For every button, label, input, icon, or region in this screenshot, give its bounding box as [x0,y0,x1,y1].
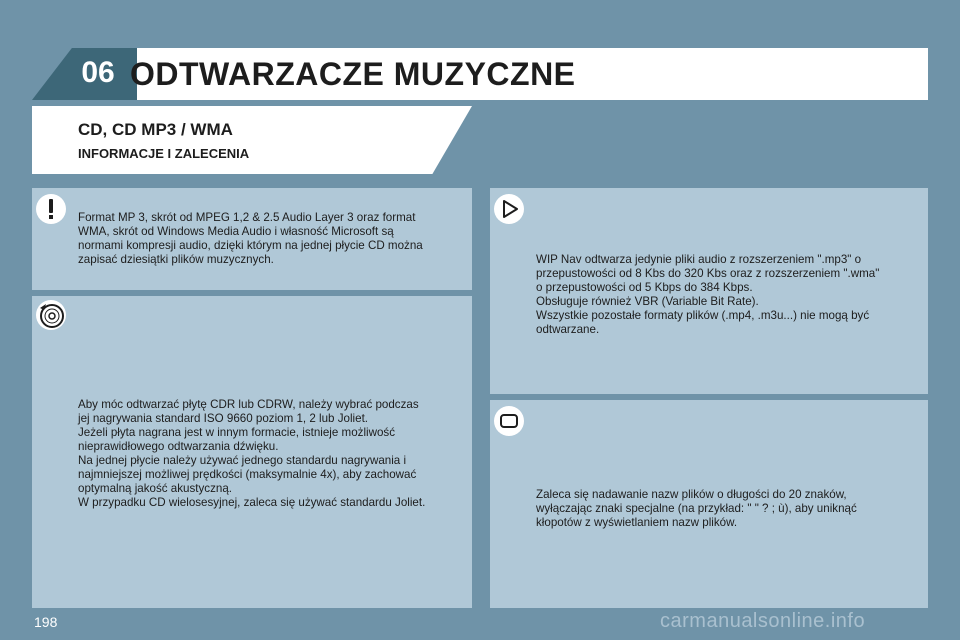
text-line: wyłączając znaki specjalne (na przykład: " " ? ; ù), aby uniknąć [536,502,857,515]
section-title: CD, CD MP3 / WMA [78,120,233,139]
text-line: kłopotów z wyświetlaniem nazw plików. [536,516,738,529]
file-names-text [536,488,857,530]
text-line: odtwarzane. [536,323,600,336]
text-line: jej nagrywania standard ISO 9660 poziom 1, 2 lub Joliet. [78,412,369,425]
watermark: carmanualsonline.info [660,610,866,632]
cd-recording-text [78,398,425,510]
text-line: o przepustowości od 5 Kbps do 384 Kbps. [536,281,753,294]
section-header-band [32,106,472,174]
text-line: optymalną jakość akustyczną. [78,482,233,495]
warning-exclamation-icon [34,192,68,226]
text-line: WMA, skrót od Windows Media Audio i własność Microsoft są [78,225,394,238]
chapter-number: 06 [81,56,115,89]
text-line: najmniejszej możliwej prędkości (maksymalnie 4x), aby zachować [78,468,417,481]
text-line: normami kompresji audio, dzięki którym na jednej płycie CD można [78,239,423,252]
text-line: Aby móc odtwarzać płytę CDR lub CDRW, należy wybrać podczas [78,398,419,411]
page-title: ODTWARZACZE MUZYCZNE [130,56,576,92]
format-info-text [78,211,423,267]
text-line: Zaleca się nadawanie nazw plików o długości do 20 znaków, [536,488,847,501]
cd-disc-icon [34,298,68,332]
text-line: Jeżeli płyta nagrana jest w innym formacie, istnieje możliwość [78,426,396,439]
rounded-square-icon [492,404,526,438]
text-line: WIP Nav odtwarza jedynie pliki audio z rozszerzeniem ".mp3" o [536,253,862,266]
text-line: W przypadku CD wielosesyjnej, zaleca się używać standardu Joliet. [78,496,426,509]
play-triangle-icon [492,192,526,226]
text-line: nieprawidłowego odtwarzania dźwięku. [78,440,279,453]
text-line: Format MP 3, skrót od MPEG 1,2 & 2.5 Audio Layer 3 oraz format [78,211,416,224]
text-line: Na jednej płycie należy używać jednego standardu nagrywania i [78,454,407,467]
supported-formats-text [536,253,879,337]
text-line: Wszystkie pozostałe formaty plików (.mp4, .m3u...) nie mogą być [536,309,870,322]
page-number: 198 [34,614,58,630]
text-line: zapisać dziesiątki plików muzycznych. [78,253,274,266]
text-line: Obsługuje również VBR (Variable Bit Rate). [536,295,759,308]
section-subtitle: INFORMACJE I ZALECENIA [78,146,250,161]
text-line: przepustowości od 8 Kbs do 320 Kbs oraz z rozszerzeniem ".wma" [536,267,880,280]
